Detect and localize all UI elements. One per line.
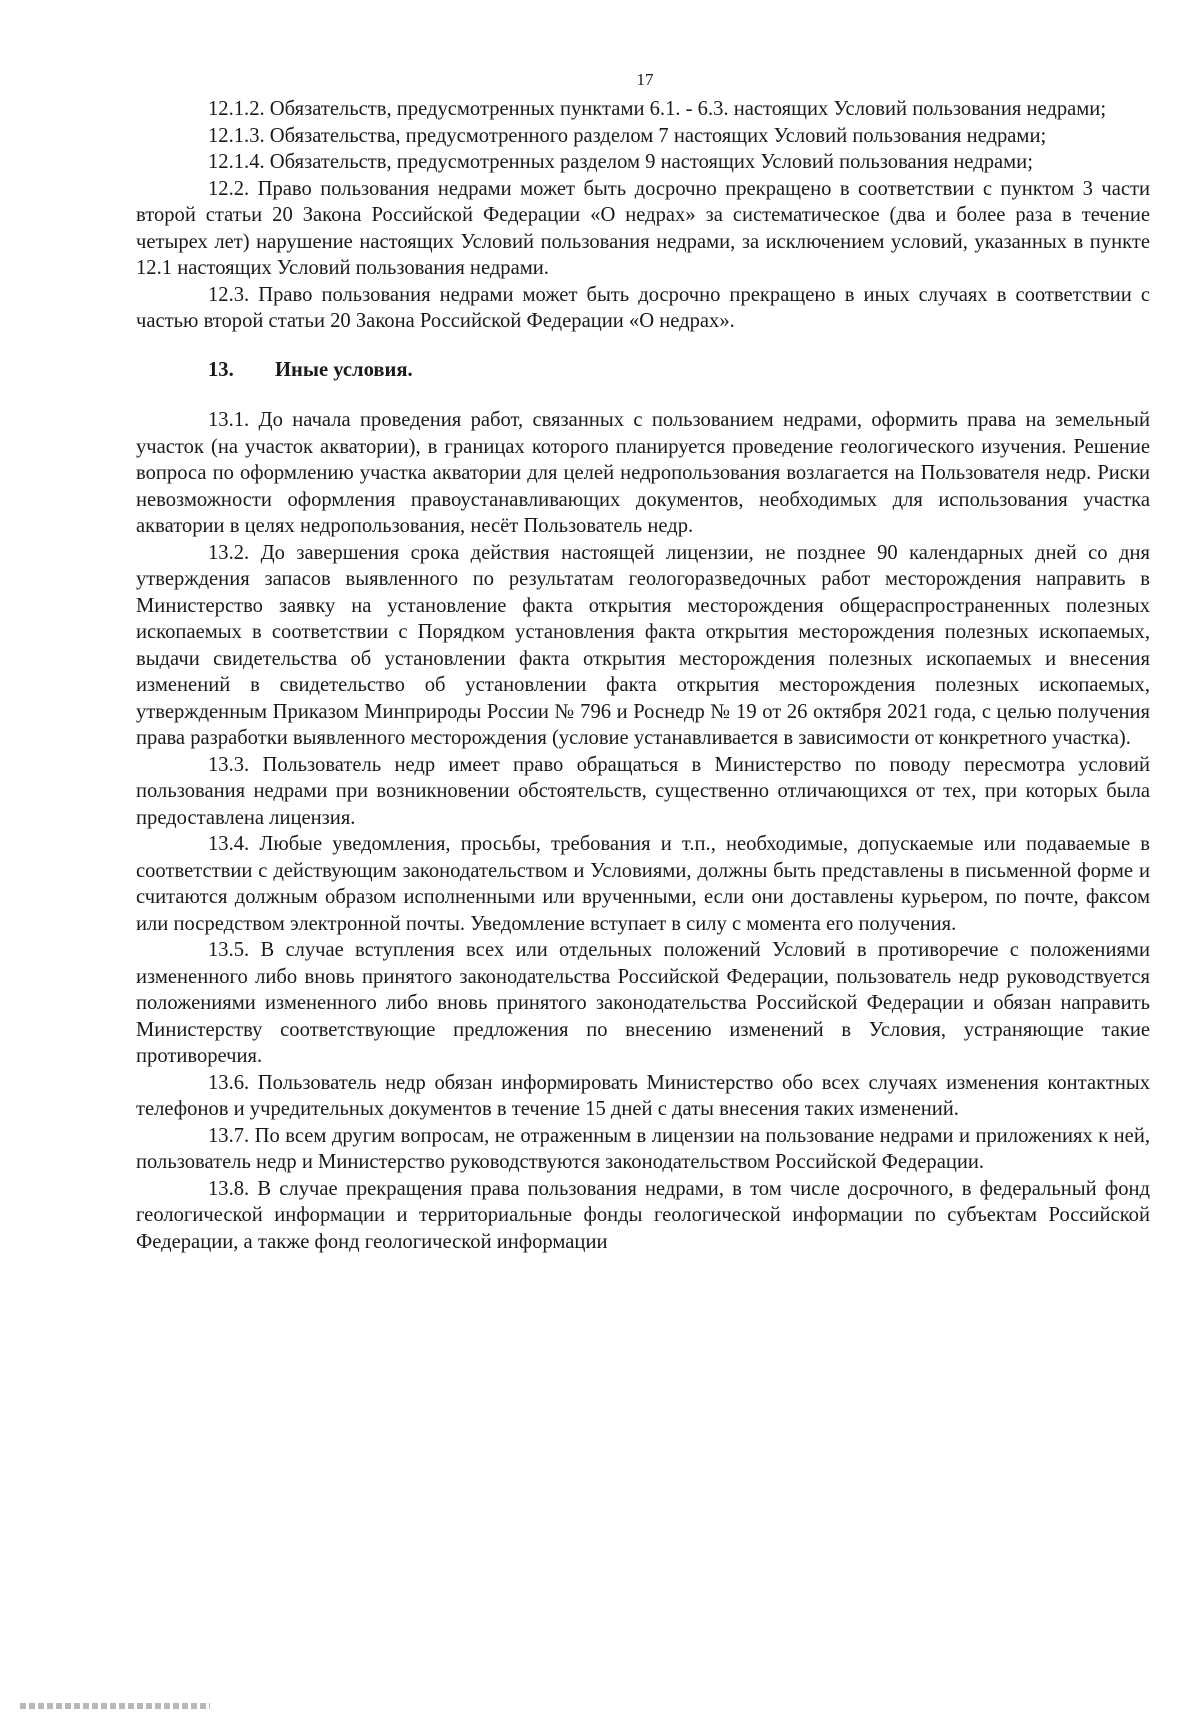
paragraph-13-6: 13.6. Пользователь недр обязан информировать Министерство обо всех случаях изменения контактных телефонов и учредительных документов в течение 15 дней с даты внесения таких изменений. [136,1071,1150,1120]
paragraph-12-2: 12.2. Право пользования недрами может быть досрочно прекращено в соответствии с пунктом 3 части второй статьи 20 Закона Российской Федерации «О недрах» за систематическое (два и более раза в течение четырех лет) нарушение настоящих Условий пользования недрами, за исключением условий, указанных в пункте 12.1 настоящих Условий пользования недрами. [136,177,1150,279]
paragraph-13-1: 13.1. До начала проведения работ, связанных с пользованием недрами, оформить права на земельный участок (на участок акватории), в границах которого планируется проведение геологического изучения. Решение вопроса по оформлению участка акватории для целей недропользования возлагается на Пользователя недр. Риски невозможности оформления правоустанавливающих документов, необходимых для использования участка акватории в целях недропользования, несёт Пользователь недр. [136,409,1150,537]
scan-edge-mark [20,1703,210,1709]
section-13-title: Иные условия. [275,358,413,381]
section-13-heading [136,357,1150,384]
paragraph-12-1-4: 12.1.4. Обязательств, предусмотренных разделом 9 настоящих Условий пользования недрами; [208,151,1033,173]
section-13-number: 13. [208,358,234,381]
page-number: 17 [636,70,654,89]
paragraph-12-3: 12.3. Право пользования недрами может быть досрочно прекращено в иных случаях в соответствии с частью второй статьи 20 Закона Российской Федерации «О недрах». [136,283,1150,332]
paragraph-13-5: 13.5. В случае вступления всех или отдельных положений Условий в противоречие с положениями измененного либо вновь принятого законодательства Российской Федерации, пользователь недр руководствуется положениями измененного либо вновь принятого законодательства Российской Федерации и обязан направить Министерству соответствующие предложения по внесению изменений в Условия, устраняющие такие противоречия. [136,939,1150,1067]
paragraph-13-2: 13.2. До завершения срока действия настоящей лицензии, не позднее 90 календарных дней со дня утверждения запасов выявленного по результатам геологоразведочных работ месторождения направить в Министерство заявку на установление факта открытия месторождения общераспространенных полезных ископаемых в соответствии с Порядком установления факта открытия месторождения полезных ископаемых, выдачи свидетельства об установлении факта открытия месторождения полезных ископаемых и внесения изменений в свидетельство об установлении факта открытия месторождения полезных ископаемых, утвержденным Приказом Минприроды России № 796 и Роснедр № 19 от 26 октября 2021 года, с целью получения права разработки выявленного месторождения (условие устанавливается в зависимости от конкретного участка). [136,541,1150,749]
paragraph-13-3: 13.3. Пользователь недр имеет право обращаться в Министерство по поводу пересмотра условий пользования недрами при возникновении обстоятельств, существенно отличающихся от тех, при которых была предоставлена лицензия. [136,753,1150,829]
paragraph-13-7: 13.7. По всем другим вопросам, не отраженным в лицензии на пользование недрами и приложениях к ней, пользователь недр и Министерство руководствуются законодательством Российской Федерации. [136,1124,1150,1173]
paragraph-12-1-3: 12.1.3. Обязательства, предусмотренного разделом 7 настоящих Условий пользования недрами; [208,124,1047,147]
paragraph-13-4: 13.4. Любые уведомления, просьбы, требования и т.п., необходимые, допускаемые или подаваемые в соответствии с действующим законодательством и Условиями, должны быть представлены в письменной форме и считаются должным образом исполненными или врученными, если они доставлены курьером, по почте, факсом или посредством электронной почты. Уведомление вступает в силу с момента его получения. [136,833,1150,935]
paragraph-12-1-2: 12.1.2. Обязательств, предусмотренных пунктами 6.1. - 6.3. настоящих Условий пользования недрами; [208,98,1107,120]
paragraph-13-8: 13.8. В случае прекращения права пользования недрами, в том числе досрочного, в федеральный фонд геологической информации и территориальные фонды геологической информации по субъектам Российской Федерации, а также фонд геологической информации [136,1177,1150,1253]
document-body [136,96,1150,1255]
